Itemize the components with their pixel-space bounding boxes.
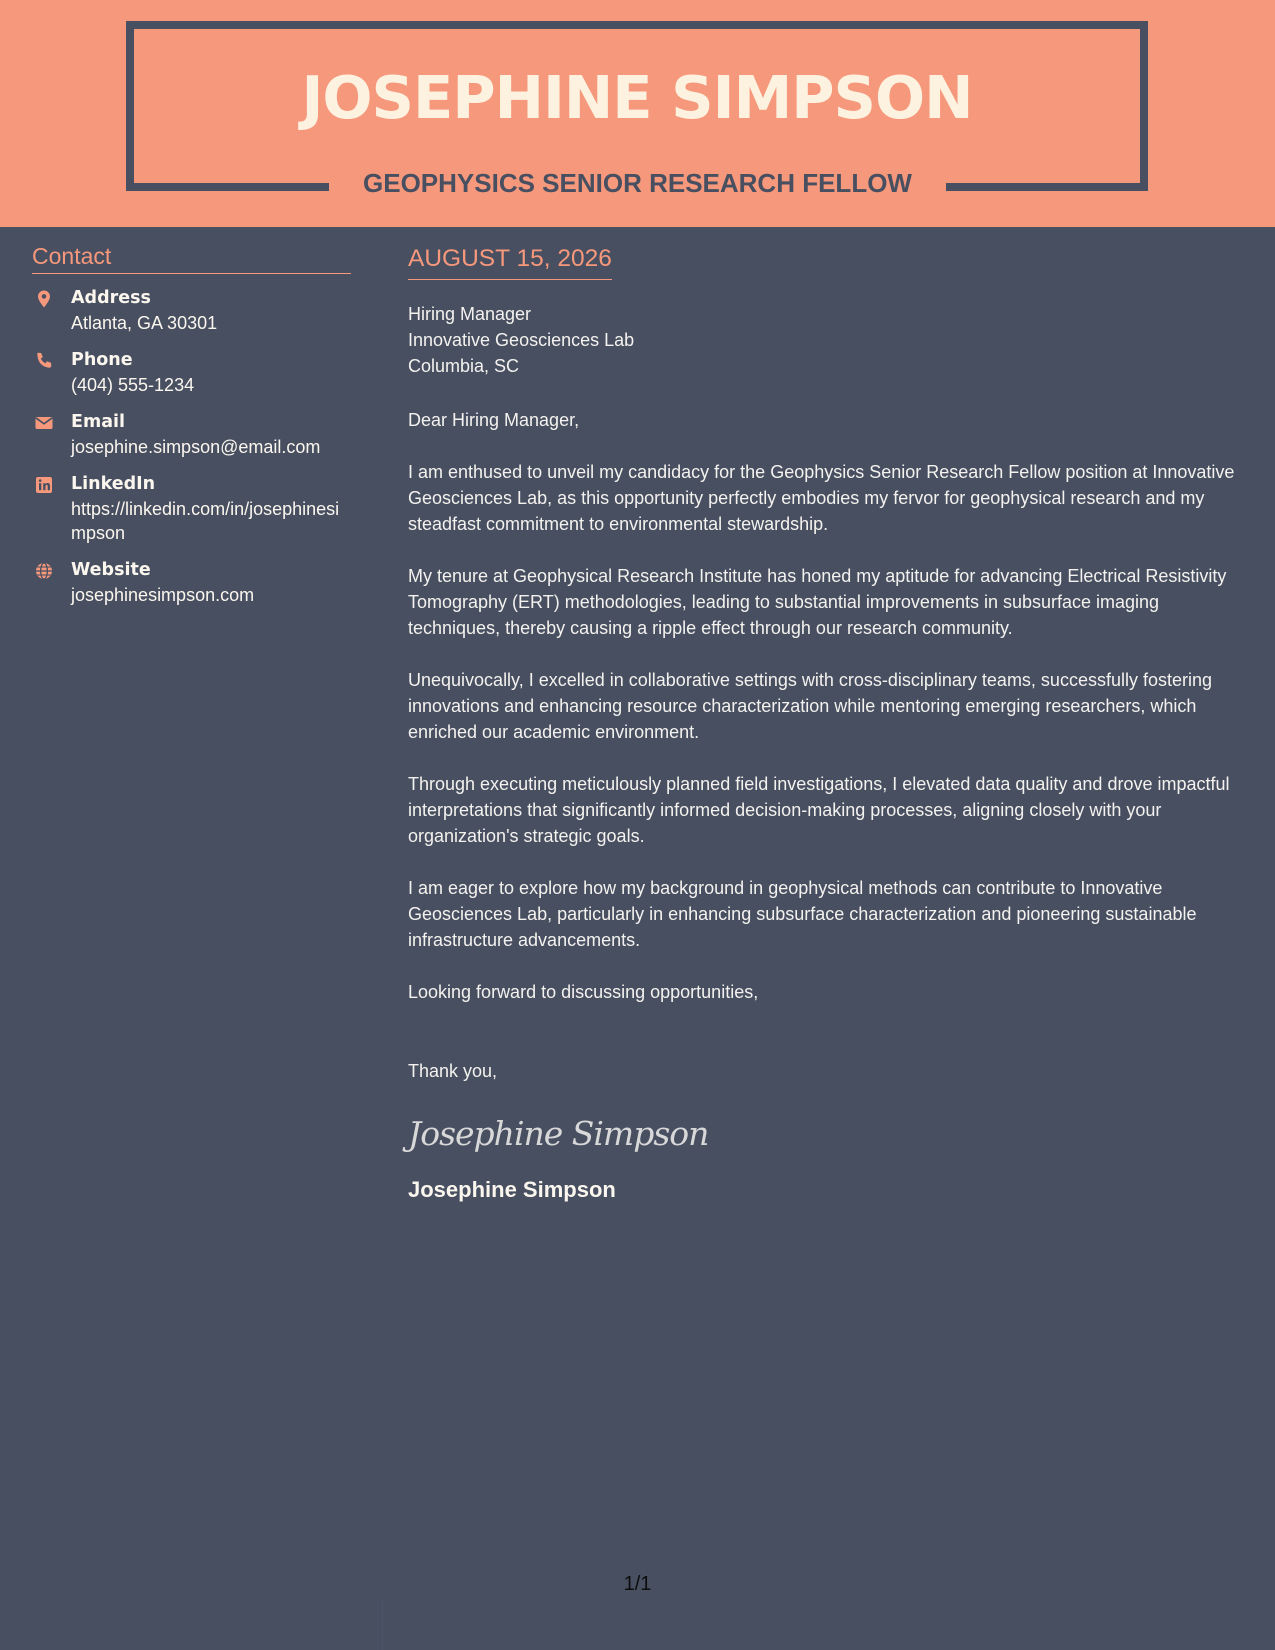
header-frame-bottom-right [946, 183, 1148, 191]
paragraph-5: I am eager to explore how my background in geophysical methods can contribute to Innovative Geosciences Lab, particularly in enhancing subsurface characterization and pioneering sustainable infrastructure advancements. [408, 878, 1197, 950]
letter-date: AUGUST 15, 2026 [408, 243, 612, 280]
contact-item-phone [32, 348, 351, 397]
applicant-name: JOSEPHINE SIMPSON [301, 63, 973, 132]
contact-value-linkedin[interactable]: https://linkedin.com/in/josephinesimpson [71, 499, 340, 543]
contact-item-email [32, 410, 351, 459]
globe-icon [34, 561, 54, 581]
header-frame-left [126, 21, 134, 191]
contact-item-linkedin [32, 472, 351, 545]
job-title: GEOPHYSICS SENIOR RESEARCH FELLOW [363, 168, 912, 198]
contact-label-email: Email [71, 412, 125, 432]
contact-value-phone: (404) 555-1234 [71, 375, 195, 395]
recipient-organization: Innovative Geosciences Lab [408, 330, 635, 350]
contact-label-phone: Phone [71, 350, 133, 370]
header-banner [0, 0, 1275, 227]
contact-label-website: Website [71, 560, 151, 580]
closing-line: Looking forward to discussing opportunities, [408, 982, 759, 1002]
contact-value-email[interactable]: josephine.simpson@email.com [71, 437, 321, 457]
page-number: 1/1 [623, 1573, 652, 1595]
header-frame-right [1140, 21, 1148, 191]
contact-sidebar [32, 241, 351, 620]
contact-list [32, 286, 351, 607]
page-divider [382, 1598, 383, 1650]
contact-item-address [32, 286, 351, 335]
paragraph-3: Unequivocally, I excelled in collaborative settings with cross-disciplinary teams, successfully fostering innovations and enhancing resource characterization while mentoring emerging researchers, which enriched our academic environment. [408, 670, 1213, 742]
contact-heading: Contact [32, 241, 351, 274]
linkedin-icon [34, 475, 54, 495]
recipient-block [408, 301, 1253, 379]
paragraph-1: I am enthused to unveil my candidacy for the Geophysics Senior Research Fellow position at Innovative Geosciences Lab, as this opportunity perfectly embodies my fervor for geophysical research and my steadfast commitment to environmental stewardship. [408, 462, 1235, 534]
contact-label-address: Address [71, 288, 151, 308]
recipient-location: Columbia, SC [408, 356, 520, 376]
sign-off: Thank you, [408, 1061, 498, 1081]
header-frame-top [126, 21, 1148, 29]
contact-item-website [32, 558, 351, 607]
contact-value-address: Atlanta, GA 30301 [71, 313, 218, 333]
contact-label-linkedin: LinkedIn [71, 474, 156, 494]
letter-body [408, 243, 1253, 1204]
signer-name: Josephine Simpson [408, 1177, 616, 1202]
contact-value-website[interactable]: josephinesimpson.com [71, 585, 255, 605]
phone-icon [34, 351, 54, 371]
handwritten-signature: Josephine Simpson [408, 1114, 709, 1153]
salutation: Dear Hiring Manager, [408, 410, 580, 430]
envelope-icon [34, 413, 54, 433]
paragraph-4: Through executing meticulously planned field investigations, I elevated data quality and drove impactful interpretations that significantly informed decision-making processes, aligning closely with your organization's strategic goals. [408, 774, 1230, 846]
paragraph-2: My tenure at Geophysical Research Institute has honed my aptitude for advancing Electrical Resistivity Tomography (ERT) methodologies, leading to substantial improvements in subsurface imaging techniques, thereby causing a ripple effect through our research community. [408, 566, 1227, 638]
header-frame-bottom-left [126, 183, 329, 191]
recipient-name: Hiring Manager [408, 304, 532, 324]
map-pin-icon [34, 289, 54, 309]
